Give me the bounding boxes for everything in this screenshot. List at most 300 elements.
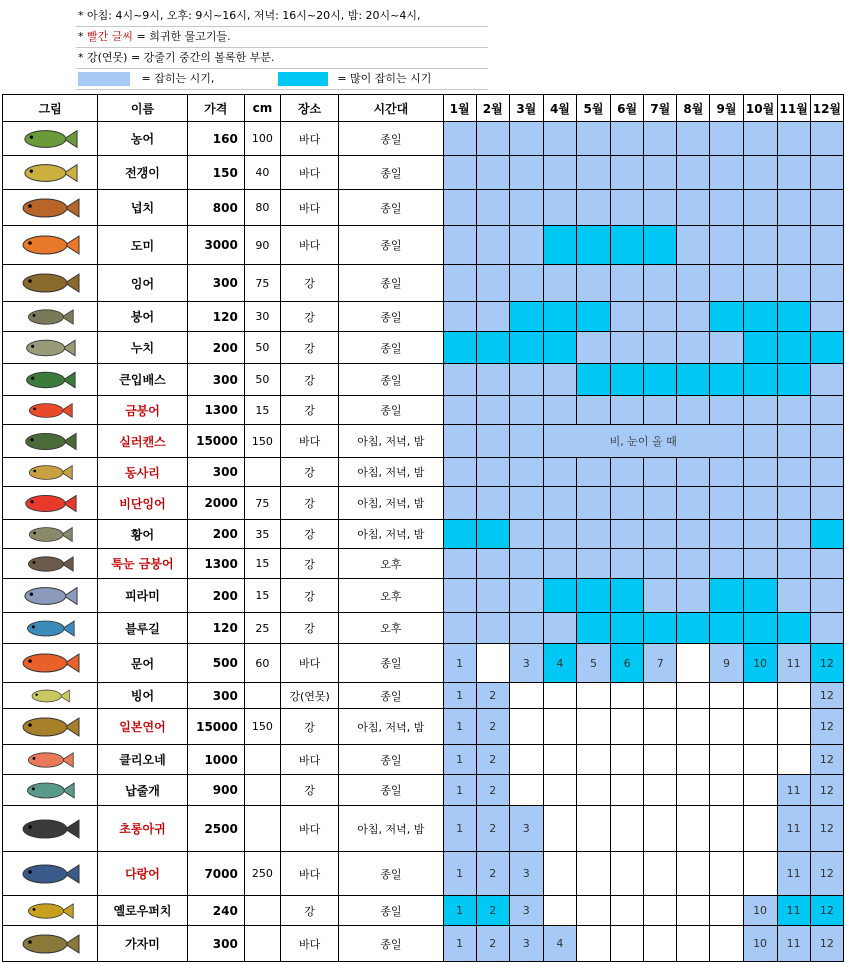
- fish-picture: [3, 458, 98, 487]
- month-cell: [443, 226, 476, 265]
- month-cell: [509, 190, 543, 226]
- fish-time: 아침, 저녁, 밤: [339, 458, 443, 487]
- fish-price: 160: [187, 122, 244, 156]
- fish-name: 전갱이: [98, 156, 187, 190]
- header-month-11: 11월: [777, 95, 810, 122]
- month-cell: 10: [743, 926, 777, 962]
- month-cell: [810, 226, 843, 265]
- month-cell: [543, 896, 576, 926]
- fish-row: [3, 302, 844, 332]
- fish-icon: [15, 490, 85, 517]
- month-cell: [543, 190, 576, 226]
- fish-time: 아침, 저녁, 밤: [339, 425, 443, 458]
- fish-name: 동사리: [98, 458, 187, 487]
- month-cell: 1: [443, 852, 476, 896]
- fish-name: 초롱아귀: [98, 806, 187, 852]
- fish-time: 종일: [339, 302, 443, 332]
- fish-icon: [15, 814, 85, 844]
- fish-size: [244, 745, 280, 775]
- month-cell: [710, 852, 743, 896]
- fish-name: 비단잉어: [98, 487, 187, 520]
- fish-icon: [15, 159, 85, 187]
- month-cell: [677, 302, 710, 332]
- month-cell: [611, 265, 644, 302]
- month-cell: [443, 425, 476, 458]
- month-cell: [611, 549, 644, 579]
- month-cell: [576, 709, 610, 745]
- fish-icon: [15, 748, 85, 772]
- month-cell: 11: [777, 896, 810, 926]
- month-cell: 2: [476, 683, 509, 709]
- month-cell: [576, 896, 610, 926]
- month-cell: [644, 487, 677, 520]
- legend-color-line: [76, 69, 488, 90]
- month-cell: [810, 265, 843, 302]
- month-cell: [677, 156, 710, 190]
- month-cell: 2: [476, 926, 509, 962]
- month-cell: [443, 364, 476, 396]
- fish-rows: [3, 122, 844, 962]
- fish-place: 바다: [280, 852, 338, 896]
- fish-price: 150: [187, 156, 244, 190]
- fish-place: 바다: [280, 190, 338, 226]
- fish-place: 바다: [280, 425, 338, 458]
- fish-icon: [15, 686, 85, 706]
- month-cell: [777, 487, 810, 520]
- fish-picture: [3, 364, 98, 396]
- month-cell: 1: [443, 709, 476, 745]
- fish-name: 다랑어: [98, 852, 187, 896]
- fish-row: [3, 549, 844, 579]
- fish-size: 50: [244, 332, 280, 364]
- fish-size: 50: [244, 364, 280, 396]
- fish-place: 강: [280, 896, 338, 926]
- month-cell: [443, 458, 476, 487]
- month-cell: [644, 683, 677, 709]
- fish-icon: [15, 552, 85, 576]
- month-cell: [644, 806, 677, 852]
- fish-place: 강: [280, 396, 338, 425]
- month-cell: 3: [509, 806, 543, 852]
- month-cell: [611, 122, 644, 156]
- fish-time: 종일: [339, 745, 443, 775]
- month-cell: [543, 265, 576, 302]
- fish-price: 1300: [187, 396, 244, 425]
- fish-row: [3, 487, 844, 520]
- month-cell: [509, 425, 543, 458]
- month-cell: [710, 926, 743, 962]
- fish-price: 300: [187, 683, 244, 709]
- fish-name: 농어: [98, 122, 187, 156]
- month-cell: [644, 396, 677, 425]
- fish-place: 바다: [280, 226, 338, 265]
- fish-size: 90: [244, 226, 280, 265]
- month-cell: 1: [443, 806, 476, 852]
- fish-name: 넙치: [98, 190, 187, 226]
- legend-star: *: [78, 30, 87, 43]
- month-cell: [644, 709, 677, 745]
- fish-time: 오후: [339, 613, 443, 644]
- month-cell: [611, 364, 644, 396]
- fish-place: 강: [280, 458, 338, 487]
- fish-place: 강: [280, 302, 338, 332]
- month-cell: [743, 458, 777, 487]
- fish-row: [3, 265, 844, 302]
- month-cell: [743, 745, 777, 775]
- month-cell: 12: [810, 806, 843, 852]
- month-cell: [710, 302, 743, 332]
- fish-name: 일본연어: [98, 709, 187, 745]
- fish-name: 툭눈 금붕어: [98, 549, 187, 579]
- month-cell: [576, 549, 610, 579]
- fish-size: [244, 896, 280, 926]
- fish-table-wrap: [2, 94, 844, 962]
- fish-price: 300: [187, 458, 244, 487]
- fish-icon: [15, 859, 85, 889]
- fish-picture: [3, 156, 98, 190]
- header-col-1: 이름: [98, 95, 187, 122]
- month-cell: [777, 302, 810, 332]
- month-cell: [777, 332, 810, 364]
- month-cell: [743, 265, 777, 302]
- fish-place: 강: [280, 579, 338, 613]
- month-cell: [543, 156, 576, 190]
- fish-name: 실러캔스: [98, 425, 187, 458]
- month-cell: [810, 332, 843, 364]
- month-cell: [710, 487, 743, 520]
- fish-place: 바다: [280, 806, 338, 852]
- month-cell: [677, 122, 710, 156]
- fish-icon: [15, 428, 85, 455]
- fish-row: [3, 852, 844, 896]
- fish-picture: [3, 265, 98, 302]
- month-cell: [777, 709, 810, 745]
- fish-row: [3, 644, 844, 683]
- fish-size: [244, 926, 280, 962]
- month-cell: [576, 613, 610, 644]
- fish-name: 납줄개: [98, 775, 187, 806]
- fish-time: 종일: [339, 896, 443, 926]
- fish-size: 15: [244, 549, 280, 579]
- month-cell: [677, 190, 710, 226]
- month-cell: [644, 226, 677, 265]
- month-cell: [611, 613, 644, 644]
- month-cell: [509, 579, 543, 613]
- month-cell: [476, 226, 509, 265]
- month-cell: [543, 775, 576, 806]
- month-cell: [611, 775, 644, 806]
- month-cell: 11: [777, 775, 810, 806]
- fish-price: 120: [187, 613, 244, 644]
- fish-picture: [3, 226, 98, 265]
- header-month-10: 10월: [743, 95, 777, 122]
- fish-row: [3, 458, 844, 487]
- month-cell: [810, 396, 843, 425]
- month-cell: [677, 487, 710, 520]
- month-cell: [743, 122, 777, 156]
- month-cell: [710, 265, 743, 302]
- month-cell: 2: [476, 709, 509, 745]
- month-cell: [476, 579, 509, 613]
- month-cell: [509, 396, 543, 425]
- month-cell: [476, 332, 509, 364]
- fish-price: 300: [187, 364, 244, 396]
- month-cell: [644, 926, 677, 962]
- month-cell: [810, 156, 843, 190]
- legend: [76, 6, 488, 90]
- fish-icon: [15, 582, 85, 610]
- month-cell: [710, 458, 743, 487]
- month-cell: 3: [509, 926, 543, 962]
- month-cell: [543, 613, 576, 644]
- fish-picture: [3, 806, 98, 852]
- month-cell: 12: [810, 644, 843, 683]
- month-cell: [611, 896, 644, 926]
- month-cell: 12: [810, 683, 843, 709]
- fish-icon: [15, 305, 85, 329]
- month-cell: [743, 190, 777, 226]
- month-cell: [810, 487, 843, 520]
- month-cell: [644, 458, 677, 487]
- month-cell: [743, 852, 777, 896]
- fish-picture: [3, 122, 98, 156]
- month-cell: [611, 745, 644, 775]
- month-cell: [509, 520, 543, 549]
- fish-icon: [15, 899, 85, 923]
- fish-place: 강: [280, 332, 338, 364]
- legend-pond-line: * 강(연못) = 강줄기 중간의 볼록한 부분.: [76, 48, 488, 69]
- month-cell: [476, 520, 509, 549]
- month-cell: [677, 226, 710, 265]
- fish-icon: [15, 616, 85, 641]
- month-cell: [509, 458, 543, 487]
- peak-swatch: [278, 72, 328, 86]
- fish-size: 100: [244, 122, 280, 156]
- month-cell: [677, 745, 710, 775]
- fish-picture: [3, 745, 98, 775]
- month-cell: 4: [543, 644, 576, 683]
- fish-price: 200: [187, 332, 244, 364]
- header-month-3: 3월: [509, 95, 543, 122]
- fish-name: 문어: [98, 644, 187, 683]
- month-cell: [543, 122, 576, 156]
- month-cell: [576, 302, 610, 332]
- month-cell: [476, 487, 509, 520]
- month-cell: [644, 745, 677, 775]
- fish-size: 40: [244, 156, 280, 190]
- month-cell: [677, 896, 710, 926]
- month-cell: [644, 520, 677, 549]
- fish-row: [3, 190, 844, 226]
- fish-row: [3, 156, 844, 190]
- month-cell: [644, 549, 677, 579]
- fish-name: 블루길: [98, 613, 187, 644]
- header-month-9: 9월: [710, 95, 743, 122]
- month-cell: [509, 364, 543, 396]
- month-cell: [777, 549, 810, 579]
- month-cell: [710, 122, 743, 156]
- weather-note: 비, 눈이 올 때: [543, 425, 743, 458]
- fish-time: 아침, 저녁, 밤: [339, 806, 443, 852]
- fish-icon: [15, 523, 85, 546]
- month-cell: 7: [644, 644, 677, 683]
- fish-picture: [3, 709, 98, 745]
- month-cell: [677, 644, 710, 683]
- fish-size: [244, 683, 280, 709]
- fish-time: 오후: [339, 549, 443, 579]
- fish-place: 바다: [280, 745, 338, 775]
- month-cell: [509, 226, 543, 265]
- fish-price: 2500: [187, 806, 244, 852]
- month-cell: [509, 549, 543, 579]
- fish-row: [3, 926, 844, 962]
- month-cell: [677, 926, 710, 962]
- fish-row: [3, 122, 844, 156]
- month-cell: [810, 549, 843, 579]
- month-cell: [677, 520, 710, 549]
- month-cell: [777, 226, 810, 265]
- fish-picture: [3, 487, 98, 520]
- month-cell: [611, 190, 644, 226]
- fish-icon: [15, 335, 85, 361]
- month-cell: [777, 122, 810, 156]
- fish-time: 종일: [339, 364, 443, 396]
- fish-name: 누치: [98, 332, 187, 364]
- fish-place: 강: [280, 520, 338, 549]
- header-month-5: 5월: [576, 95, 610, 122]
- fish-price: 15000: [187, 709, 244, 745]
- month-cell: [644, 364, 677, 396]
- month-cell: 11: [777, 806, 810, 852]
- fish-place: 강: [280, 709, 338, 745]
- month-cell: [710, 775, 743, 806]
- fish-place: 강(연못): [280, 683, 338, 709]
- fish-size: 150: [244, 425, 280, 458]
- month-cell: [476, 364, 509, 396]
- month-cell: [443, 265, 476, 302]
- fish-place: 바다: [280, 122, 338, 156]
- month-cell: [743, 579, 777, 613]
- month-cell: [543, 806, 576, 852]
- month-cell: 1: [443, 644, 476, 683]
- fish-row: [3, 579, 844, 613]
- fish-price: 240: [187, 896, 244, 926]
- month-cell: [743, 364, 777, 396]
- month-cell: [677, 549, 710, 579]
- fish-name: 옐로우퍼치: [98, 896, 187, 926]
- month-cell: [611, 520, 644, 549]
- fish-name: 도미: [98, 226, 187, 265]
- month-cell: [710, 806, 743, 852]
- month-cell: [543, 364, 576, 396]
- fish-size: 15: [244, 396, 280, 425]
- fish-icon: [15, 230, 85, 260]
- month-cell: [576, 332, 610, 364]
- month-cell: [509, 709, 543, 745]
- fish-row: [3, 332, 844, 364]
- fish-row: [3, 613, 844, 644]
- header-row: [3, 95, 844, 122]
- month-cell: [576, 458, 610, 487]
- header-col-0: 그림: [3, 95, 98, 122]
- month-cell: 12: [810, 709, 843, 745]
- month-cell: [677, 709, 710, 745]
- month-cell: [576, 926, 610, 962]
- month-cell: [677, 364, 710, 396]
- month-cell: [710, 896, 743, 926]
- fish-time: 종일: [339, 226, 443, 265]
- header-col-5: 시간대: [339, 95, 443, 122]
- month-cell: [443, 190, 476, 226]
- fish-size: 60: [244, 644, 280, 683]
- fish-time: 종일: [339, 926, 443, 962]
- fish-price: 7000: [187, 852, 244, 896]
- month-cell: [611, 332, 644, 364]
- fish-price: 800: [187, 190, 244, 226]
- header-month-12: 12월: [810, 95, 843, 122]
- fish-icon: [15, 929, 85, 959]
- month-cell: 2: [476, 806, 509, 852]
- month-cell: [677, 396, 710, 425]
- month-cell: [509, 745, 543, 775]
- header-month-4: 4월: [543, 95, 576, 122]
- month-cell: 12: [810, 926, 843, 962]
- month-cell: [810, 302, 843, 332]
- fish-time: 종일: [339, 122, 443, 156]
- month-cell: [810, 613, 843, 644]
- month-cell: 3: [509, 644, 543, 683]
- month-cell: [743, 806, 777, 852]
- fish-picture: [3, 302, 98, 332]
- month-cell: [611, 487, 644, 520]
- fish-icon: [15, 193, 85, 223]
- month-cell: 6: [611, 644, 644, 683]
- month-cell: [443, 302, 476, 332]
- fish-size: 35: [244, 520, 280, 549]
- month-cell: [710, 745, 743, 775]
- fish-time: 종일: [339, 190, 443, 226]
- fish-place: 강: [280, 613, 338, 644]
- month-cell: [611, 302, 644, 332]
- month-cell: 11: [777, 926, 810, 962]
- fish-picture: [3, 613, 98, 644]
- month-cell: [576, 364, 610, 396]
- fish-row: [3, 425, 844, 458]
- month-cell: [677, 579, 710, 613]
- fish-place: 바다: [280, 644, 338, 683]
- header-col-2: 가격: [187, 95, 244, 122]
- month-cell: [810, 425, 843, 458]
- header-month-6: 6월: [611, 95, 644, 122]
- fish-row: [3, 226, 844, 265]
- month-cell: [644, 156, 677, 190]
- month-cell: [476, 458, 509, 487]
- month-cell: [743, 156, 777, 190]
- month-cell: [644, 579, 677, 613]
- fish-picture: [3, 644, 98, 683]
- fish-icon: [15, 648, 85, 678]
- fish-table: [2, 94, 844, 962]
- fish-price: 200: [187, 579, 244, 613]
- fish-size: 25: [244, 613, 280, 644]
- header-month-8: 8월: [677, 95, 710, 122]
- month-cell: [509, 683, 543, 709]
- month-cell: [611, 709, 644, 745]
- month-cell: [443, 156, 476, 190]
- fish-picture: [3, 396, 98, 425]
- month-cell: [644, 190, 677, 226]
- month-cell: [576, 852, 610, 896]
